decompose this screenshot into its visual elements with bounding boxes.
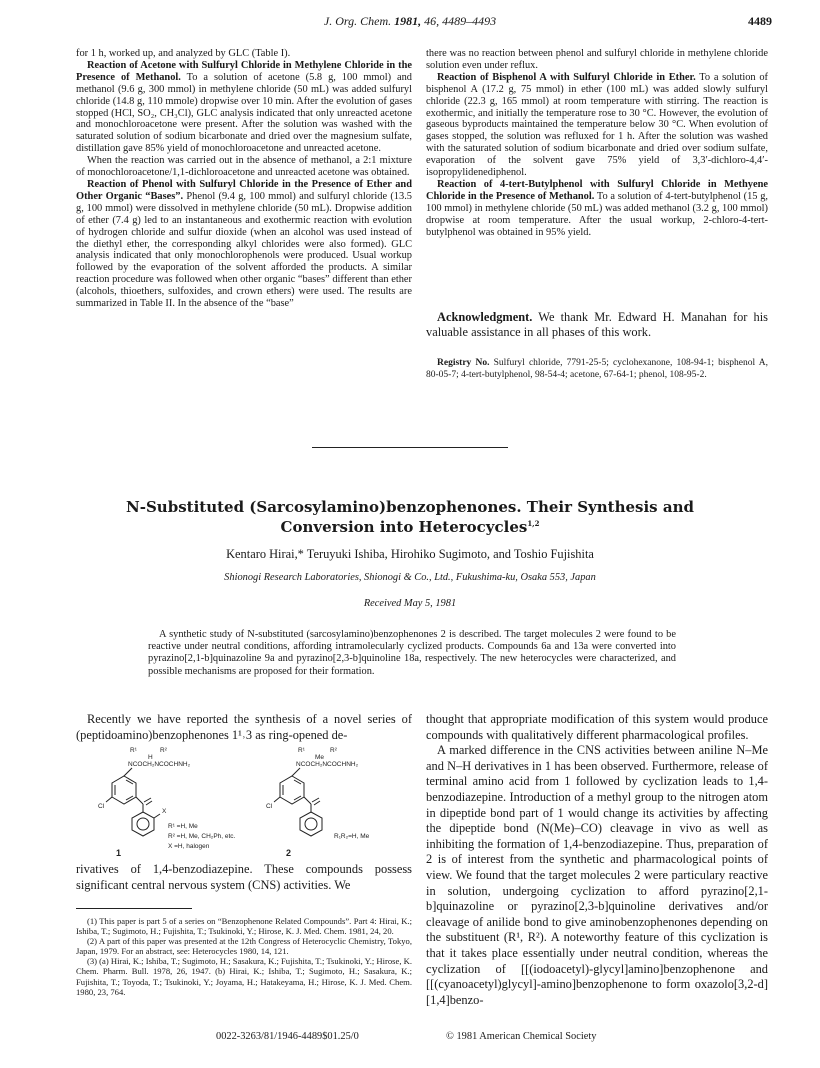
journal-name: J. Org. Chem. <box>323 14 392 28</box>
label-r1-right: R¹ <box>298 747 305 754</box>
bond-x-left <box>154 814 160 818</box>
acknowledgment-text: We thank Mr. Edward H. Manahan for his valuable assistance in all phases of this work. <box>426 310 768 339</box>
phenyl-ring-left <box>132 812 154 836</box>
bond-n-left <box>124 768 132 776</box>
authors: Kentaro Hirai,* Teruyuki Ishiba, Hirohiko Sugimoto, and Toshio Fujishita <box>226 547 594 561</box>
journal-pages: 4489–4493 <box>442 14 497 28</box>
abstract: A synthetic study of N-substituted (sarcosylamino)benzophenones 2 is described. The target molecules 2 were found to be reactive under neutral conditions, affording intramolecularly cyclized products. Compounds 6a and 13a were converted into pyrazino[2,1-b]quinazoline 9a and pyrazino[2,3-b]quinoline 18a, respectively. The new heterocycles were characterized, and possible mechanisms are proposed for their formation. <box>148 629 676 677</box>
copyright: © 1981 American Chemical Society <box>446 1031 597 1042</box>
article-title <box>90 497 730 537</box>
run-in-heading: Reaction of Acetone with Sulfuryl Chloride in Methylene Chloride in the Presence of Methanol. <box>76 59 412 83</box>
title-line-1: N-Substituted (Sarcosylamino)benzophenones. Their Synthesis and <box>126 498 694 516</box>
title-footnote-marker: 1,2 <box>527 519 540 528</box>
paragraph: A marked difference in the CNS activities between aniline N–Me and N–H derivatives in 1 has been observed. Furthermore, release of terminal amino acid from 1 followed by cyclization leads to 1,4-benzodiazepine. Introduction of a methyl group to the nitrogen atom in dipeptide bond part of 1 would change its activities by affecting the dipeptide bond (N(Me)–CO) cleavage in vivo as well as inhibiting the formation of 1,4-benzodiazepine. Thus, preparation of 2 is of interest from the synthetic and pharmacological points of view. We found that the target molecules 2 were particulary reactive in solution, undergoing cyclization to afford pyrazino[2,1-b]quinazoline or pyrazino[2,3-b]quinoline derivatives and/or cleavage of anilide bond to give aminobenzophenones depending on the substituent (R¹, R²). A noteworthy feature of this cyclization is that it takes place essentially under neutral condition, whereas the cyclization of [[(iodoacetyl)-glycyl]amino]benzophenone and [[(cyanoacetyl)glycyl]-amino]benzophenone to form oxazolo[3,2-d][1,4]benzo- <box>426 743 768 1007</box>
label-r1-left: R¹ <box>130 747 137 754</box>
substituent-chain-left: NCOCH₂NCOCHNH₂ <box>128 761 191 768</box>
compound-label-1: 1 <box>116 848 122 858</box>
affiliation: Shionogi Research Laboratories, Shionogi & Co., Ltd., Fukushima-ku, Osaka 553, Japan <box>224 572 596 583</box>
label-me-right: Me <box>315 754 325 761</box>
prev-article-left-column <box>76 48 412 310</box>
registry-heading: Registry No. <box>437 358 490 368</box>
paragraph-text: Phenol (9.4 g, 100 mmol) and sulfuryl chloride (13.5 g, 100 mmol) were dissolved in methylene chloride (50 mL). Dropwise addition of ether (7.4 g) led to an instantaneous and exothermic reaction with evolution of hydrogen chloride and sulfur dioxide (when an alcohol was used instead of the diethyl ether, the corresponding alkyl chlorides were also formed). GLC analysis indicated that only monochlorophenols were produced. Usual workup followed by the evaporation of the solvent afforded the products. A similar reaction procedure was followed when other organic “bases” different than ether (alcohols, thioethers, sulfoxides, and crown ethers) were used. The results are summarized in Table II. In the absence of the “base” <box>76 190 412 310</box>
label-r2-right: R² <box>330 747 337 754</box>
paragraph <box>76 179 412 310</box>
acknowledgment-heading: Acknowledgment. <box>437 310 533 324</box>
run-in-heading: Reaction of 4-tert-Butylphenol with Sulfuryl Chloride in Methyene Chloride in the Presence of Methanol. <box>426 178 768 202</box>
page-number: 4489 <box>748 14 772 28</box>
run-in-heading: Reaction of Phenol with Sulfuryl Chloride in the Presence of Ether and Other Organic “Bases”. <box>76 178 412 202</box>
acknowledgment <box>426 310 768 340</box>
prev-article-right-column <box>426 48 768 239</box>
definition-x: X =H, halogen <box>168 843 210 850</box>
chemical-structures-figure <box>76 746 412 860</box>
paragraph <box>426 179 768 239</box>
registry-numbers <box>426 358 768 381</box>
benzo-ring-right <box>280 776 304 804</box>
run-in-heading: Reaction of Bisphenol A with Sulfuryl Chloride in Ether. <box>437 71 696 83</box>
bond-cl-left <box>106 797 112 802</box>
paragraph: for 1 h, worked up, and analyzed by GLC (Table I). <box>76 48 291 59</box>
definition-r1: R¹ =H, Me <box>168 823 198 830</box>
intro-paragraph: Recently we have reported the synthesis of a novel series of (peptidoamino)benzophenones 1¹˒3 as ring-opened de- <box>76 712 412 742</box>
title-line-2-text: Conversion into Heterocycles <box>280 518 528 536</box>
label-x-left: X <box>162 808 167 815</box>
paragraph-text: To a solution of bisphenol A (17.2 g, 75 mmol) in ether (100 mL) was added slowly sulfuryl chloride (22.3 g, 165 mmol) at room temperature with stirring. The reaction is exothermic, and initially the temperature rose to 30 °C. However, the evolution of gaseous byproducts maintained the temperature below 30 °C. When evolution of gases stopped, the solution was refluxed for 1 h. After the solution was washed with the saturated solution of sodium bicarbonate and dried over sodium sulfate, evaporation of the solvent gave 75% yield of 3,3′-dichloro-4,4′-isopropylidenediphenol. <box>426 71 768 179</box>
article-code: 0022-3263/81/1946-4489$01.25/0 <box>216 1031 359 1042</box>
article-right-column <box>426 712 768 1008</box>
footnote: (1) This paper is part 5 of a series on “Benzophenone Related Compounds”. Part 4: Hirai, K.; Ishiba, T.; Sugimoto, H.; Fujishita, T.; Tsukinoki, Y.; Hirose, K. J. Med. Chem. 1981, 24, 20. <box>76 916 412 937</box>
definition-right: R₁R₂=H, Me <box>334 833 370 840</box>
journal-volume: 46, <box>424 14 440 28</box>
definition-r2: R² =H, Me, CH₂Ph, etc. <box>168 833 236 840</box>
paragraph-text: To a solution of acetone (5.8 g, 100 mmol) and methanol (9.6 g, 300 mmol) in methylene chloride (50 mL) was added sulfuryl chloride (14.8 g, 110 mmole) dropwise over 10 min. After the evolution of gases stopped (HCl, SO₂, CH₃Cl), GLC analysis indicated that only unreacted acetone and monochloroacetone were present. After the solution was washed with the saturated solution of sodium bicarbonate and dried over the magnesium sulfate, distillation gave 85% yield of monochloroacetone and unreacted acetone. <box>76 71 412 155</box>
footnote: (3) (a) Hirai, K.; Ishiba, T.; Sugimoto, H.; Sasakura, K.; Fujishita, T.; Tsukinoki, Y.; Hirose, K. Chem. Pharm. Bull. 1978, 26, 1947. (b) Hirai, K.; Ishiba, T.; Sugimoto, H.; Sasakura, K.; Fujishita, T.; Toyoda, T.; Tsukinoki, Y.; Joyama, H.; Hatakeyama, H.; Hirose, K. J. Med. Chem. 1980, 23, 764. <box>76 956 412 997</box>
paragraph-text: To a solution of 4-tert-butylphenol (15 g, 100 mmol) in methylene chloride (50 mL) was added methanol (3.2 g, 100 mmol) dropwise at room temperature. After the usual workup, 2-chloro-4-tert-butylphenol was obtained in 95% yield. <box>426 190 768 238</box>
label-cl-right: Cl <box>266 803 273 810</box>
substituent-chain-right: NCOCH₂NCOCHNH₂ <box>296 761 359 768</box>
title-line-2 <box>90 517 730 537</box>
journal-year: 1981, <box>394 14 422 28</box>
received-date: Received May 5, 1981 <box>363 598 457 609</box>
compound-label-2: 2 <box>286 848 292 858</box>
paragraph: thought that appropriate modification of this system would produce compounds with qualitatively different pharmacological profiles. <box>426 712 768 742</box>
running-header <box>0 14 820 32</box>
label-h-left: H <box>148 754 153 761</box>
bond-carbonyl-left <box>136 797 143 804</box>
structures-svg <box>76 746 412 860</box>
journal-citation <box>0 14 820 29</box>
footnote: (2) A part of this paper was presented at the 12th Congress of Heterocyclic Chemistry, Tokyo, Japan, 1979. For an abstract, see: Heterocycles 1980, 14, 121. <box>76 936 412 957</box>
benzo-ring-left <box>112 776 136 804</box>
paragraph: there was no reaction between phenol and sulfuryl chloride in methylene chloride solution even under reflux. <box>426 48 768 71</box>
paragraph <box>76 60 412 155</box>
phenyl-ring-right <box>300 812 322 836</box>
footnotes <box>76 916 412 997</box>
paragraph: When the reaction was carried out in the absence of methanol, a 2:1 mixture of monochloroacetone/1,1-dichloroacetone and unreacted acetone was obtained. <box>76 155 412 179</box>
intro-paragraph-continued: rivatives of 1,4-benzodiazepine. These compounds possess significant central nervous system (CNS) activities. We <box>76 862 412 892</box>
article-divider <box>312 447 508 448</box>
registry-text: Sulfuryl chloride, 7791-25-5; cyclohexanone, 108-94-1; bisphenol A, 80-05-7; 4-tert-butylphenol, 98-54-4; acetone, 67-64-1; phenol, 108-95-2. <box>426 358 769 380</box>
label-cl-left: Cl <box>98 803 105 810</box>
label-r2-left: R² <box>160 747 167 754</box>
paragraph <box>426 72 768 179</box>
footnote-rule <box>76 908 192 909</box>
